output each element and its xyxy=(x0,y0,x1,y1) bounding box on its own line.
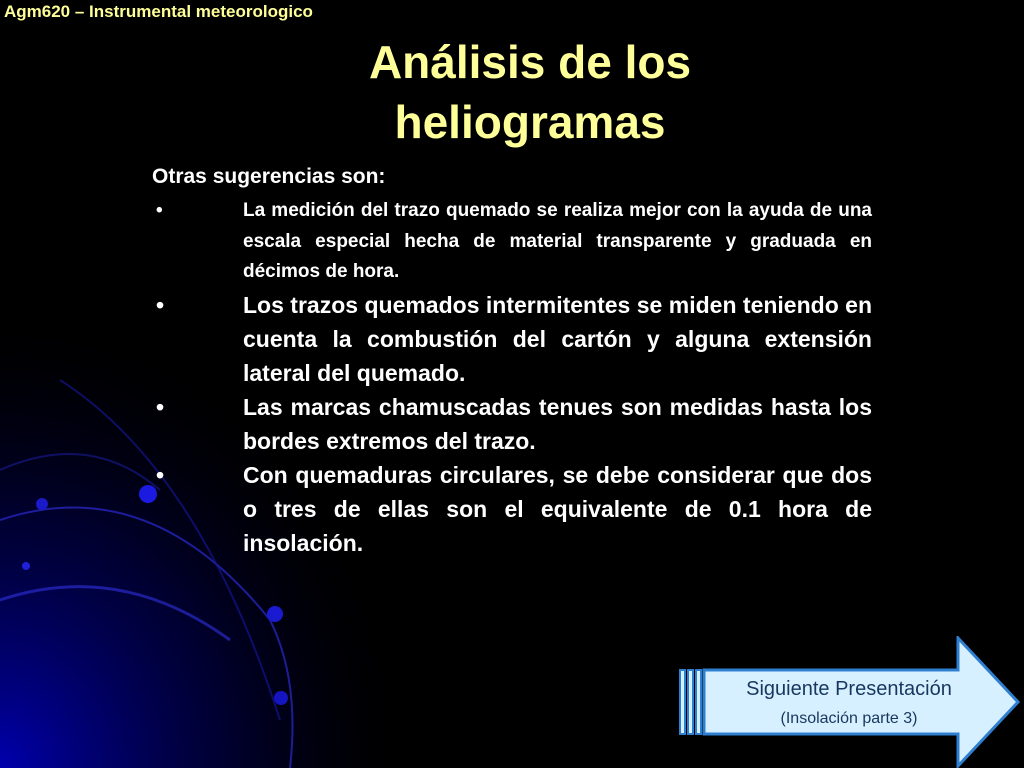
bullet-item xyxy=(152,196,872,288)
title-line-1: Análisis de los xyxy=(368,36,692,88)
bullet-dot: • xyxy=(156,200,163,221)
arrow-right-icon xyxy=(678,636,1024,768)
bullet-item xyxy=(152,288,872,390)
course-header: Agm620 – Instrumental meteorologico xyxy=(4,2,313,21)
next-presentation-label: Siguiente Presentación xyxy=(746,678,952,700)
bullet-item xyxy=(152,458,872,560)
bullet-text: Las marcas chamuscadas tenues son medidas hasta los bordes extremos del trazo. xyxy=(243,393,872,454)
bullet-text: Los trazos quemados intermitentes se miden teniendo en cuenta la combustión del cartón y alguna extensión lateral del quemado. xyxy=(243,291,872,386)
bullet-dot: • xyxy=(156,461,165,488)
bullet-item xyxy=(152,390,872,458)
bullet-dot: • xyxy=(156,393,165,420)
bullet-list xyxy=(152,196,872,560)
title-line-2: heliogramas xyxy=(394,96,666,148)
next-presentation-button[interactable] xyxy=(678,636,1024,768)
subtitle: Otras sugerencias son: xyxy=(152,165,386,188)
bullet-text: La medición del trazo quemado se realiza mejor con la ayuda de una escala especial hecha de material transparente y graduada en décimos de hora. xyxy=(243,200,872,282)
bullet-text: Con quemaduras circulares, se debe considerar que dos o tres de ellas son el equivalente de 0.1 hora de insolación. xyxy=(243,461,872,556)
next-presentation-sublabel: (Insolación parte 3) xyxy=(780,710,918,727)
slide-title xyxy=(300,32,760,152)
bullet-dot: • xyxy=(156,291,165,318)
